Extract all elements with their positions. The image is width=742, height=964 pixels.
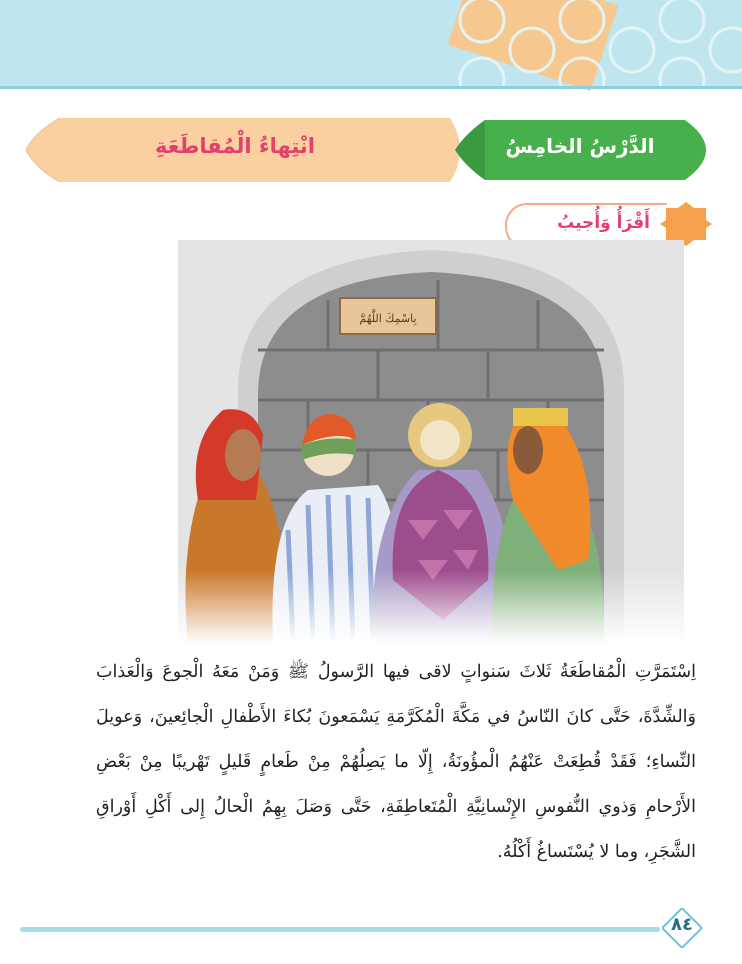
body-paragraph: اِسْتَمَرَّتِ الْمُقاطَعَةُ ثَلاثَ سَنواتٍ لاقى فيها الرَّسولُ ﷺ وَمَنْ مَعَهُ الْجوعَ وَالْعَذابَ وَالشِّدَّةَ، حَتَّى كانَ النّاسُ في مَكَّةَ الْمُكَرَّمَةِ يَسْمَعونَ بُكاءَ الأَطْفالِ الْجائِعينَ، وَعويلَ النِّساءِ؛ فَقَدْ قُطِعَتْ عَنْهُمُ الْمؤُونَةُ، إِلّا ما يَصِلُهُمْ مِنْ طَعامٍ قَليلٍ تَهْريبًا مِنْ بَعْضِ الأَرْحامِ وَذوي النُّفوسِ الإِنْسانِيَّةِ الْمُتَعاطِفَةِ، حَتَّى وَصَلَ بِهِمُ الْحالُ إِلى أَكْلِ أَوْراقِ الشَّجَرِ، وما لا يُسْتَساغُ أَكْلُهُ. (96, 662, 696, 862)
lesson-title: انْتِهاءُ الْمُقاطَعَةِ (155, 134, 315, 158)
lesson-number: الدَّرْسُ الخامِسُ (505, 134, 655, 158)
section-label: أَقْرَأُ وَأُجيبُ (557, 213, 650, 233)
illustration (178, 240, 684, 643)
top-decor-pattern (442, 0, 742, 88)
page-number: ٨٤ (671, 914, 693, 935)
sign-text: بِاسْمِكَ اللَّهُمَّ (359, 312, 417, 325)
bottom-divider (20, 927, 660, 932)
top-divider (0, 86, 742, 89)
